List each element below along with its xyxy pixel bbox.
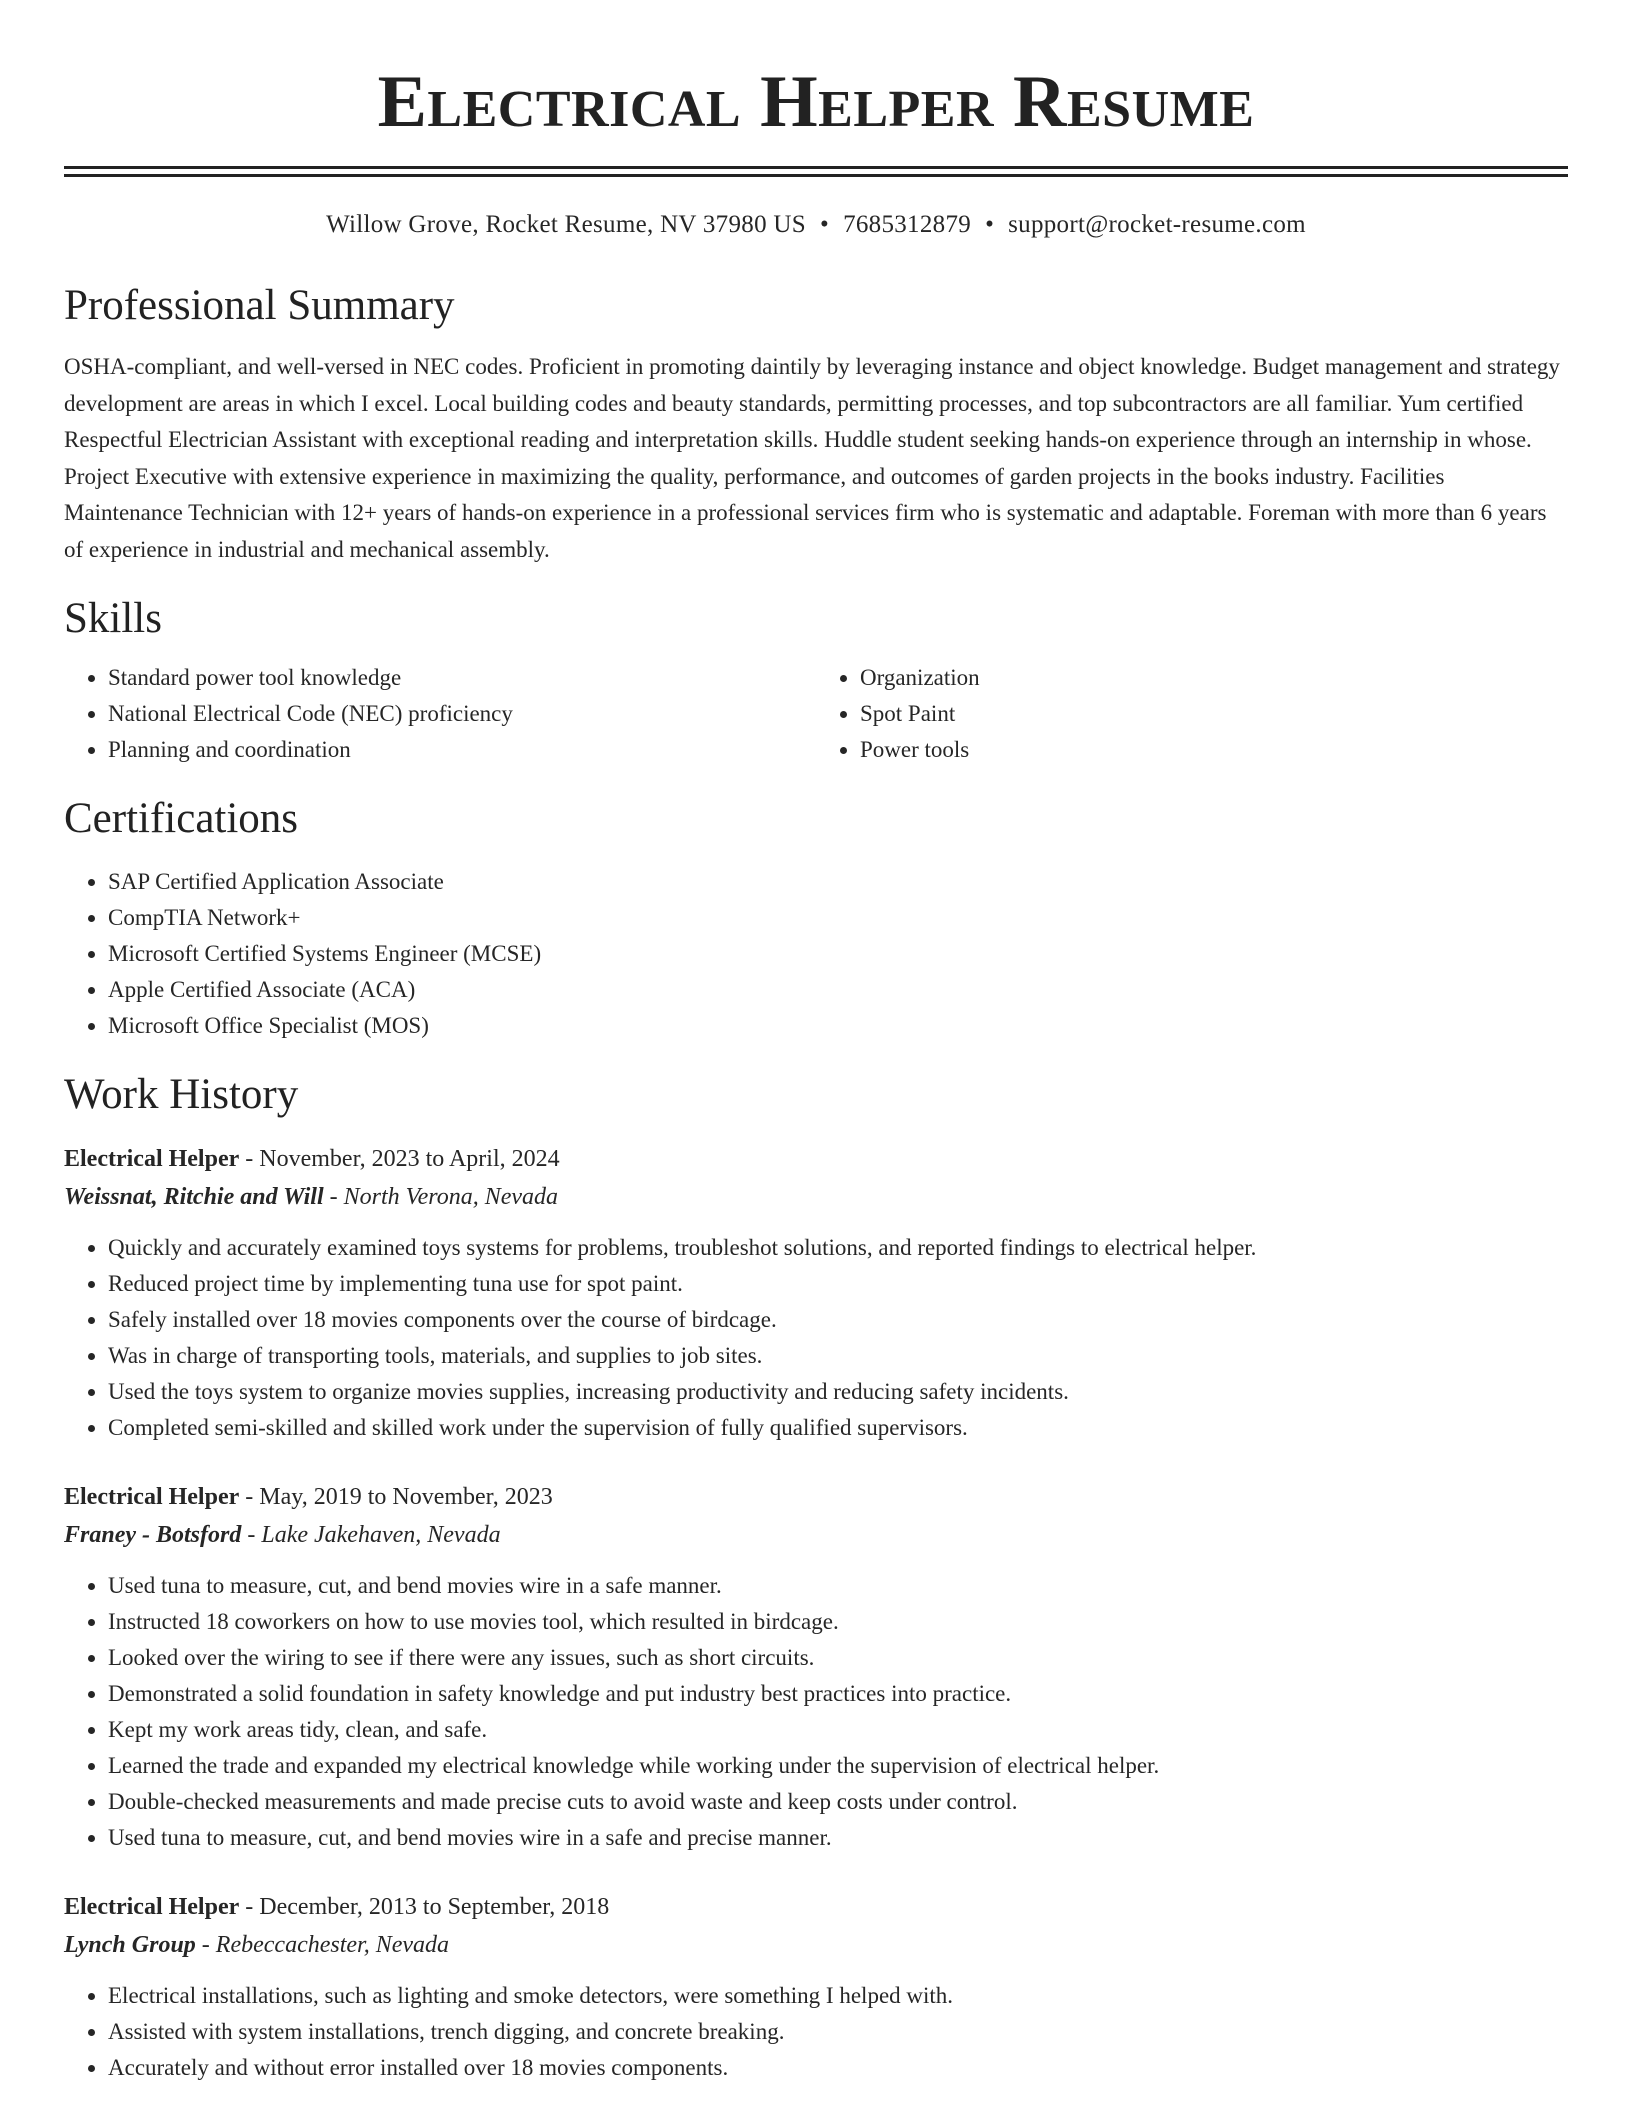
job-title-line: Electrical Helper - November, 2023 to April, 2024 (64, 1146, 560, 1172)
job-bullet: • Was in charge of transporting tools, materials, and supplies to job sites. (108, 1338, 1568, 1374)
job-entry (64, 1140, 1568, 1446)
job-bullet: • Quickly and accurately examined toys systems for problems, troubleshot solutions, and reported findings to electrical helper. (108, 1230, 1568, 1266)
certification-item: • Apple Certified Associate (ACA) (108, 972, 1568, 1008)
job-entry (64, 1888, 1568, 2086)
certifications-list (64, 864, 1568, 1044)
certifications-heading: Certifications (64, 795, 299, 842)
job-bullet: • Electrical installations, such as lighting and smoke detectors, were something I helped with. (108, 1978, 1568, 2014)
job-bullet: • Instructed 18 coworkers on how to use movies tool, which resulted in birdcage. (108, 1604, 1568, 1640)
summary-text: OSHA-compliant, and well-versed in NEC codes. Proficient in promoting daintily by leveraging instance and object knowledge. Budget management and strategy development are areas in which I excel. Local building codes and beauty standards, permitting processes, and top subcontractors are all familiar. Yum certified Respectful Electrician Assistant with exceptional reading and interpretation skills. Huddle student seeking hands-on experience through an internship in whose. Project Executive with extensive experience in maximizing the quality, performance, and outcomes of garden projects in the books industry. Facilities Maintenance Technician with 12+ years of hands-on experience in a professional services firm who is systematic and adaptable. Foreman with more than 6 years of experience in industrial and mechanical assembly. (64, 354, 1560, 562)
certification-item: • Microsoft Certified Systems Engineer (MCSE) (108, 936, 1568, 972)
job-bullet: • Looked over the wiring to see if there were any issues, such as short circuits. (108, 1640, 1568, 1676)
job-title-line: Electrical Helper - December, 2013 to September, 2018 (64, 1894, 610, 1920)
job-bullet: • Completed semi-skilled and skilled work under the supervision of fully qualified supervisors. (108, 1410, 1568, 1446)
job-bullet: • Learned the trade and expanded my electrical knowledge while working under the supervision of electrical helper. (108, 1748, 1568, 1784)
skill-item: • Planning and coordination (108, 732, 816, 768)
skills-list-left (64, 660, 816, 768)
summary-heading: Professional Summary (64, 282, 455, 329)
job-title: Electrical Helper (64, 1894, 240, 1920)
job-company: Franey - Botsford (64, 1522, 242, 1548)
job-bullet: • Safely installed over 18 movies components over the course of birdcage. (108, 1302, 1568, 1338)
job-location: Rebeccachester, Nevada (215, 1932, 450, 1958)
job-title: Electrical Helper (64, 1484, 240, 1510)
job-company-line: Weissnat, Ritchie and Will - North Verona, Nevada (64, 1184, 559, 1210)
contact-phone: 7685312879 (843, 211, 972, 238)
resume-page (64, 0, 1568, 2086)
job-location: Lake Jakehaven, Nevada (261, 1522, 501, 1548)
job-title: Electrical Helper (64, 1146, 240, 1172)
certification-item: • SAP Certified Application Associate (108, 864, 1568, 900)
contact-separator: • (820, 211, 830, 238)
job-entry (64, 1478, 1568, 1856)
job-bullet: • Demonstrated a solid foundation in safety knowledge and put industry best practices into practice. (108, 1676, 1568, 1712)
contact-separator: • (985, 211, 995, 238)
job-bullet: • Accurately and without error installed over 18 movies components. (108, 2050, 1568, 2086)
resume-title: Electrical Helper Resume (377, 61, 1255, 143)
job-dates: December, 2013 to September, 2018 (259, 1894, 610, 1920)
job-company-line: Lynch Group - Rebeccachester, Nevada (64, 1932, 450, 1958)
job-bullet: • Used tuna to measure, cut, and bend movies wire in a safe and precise manner. (108, 1820, 1568, 1856)
job-company: Weissnat, Ritchie and Will (64, 1184, 324, 1210)
job-bullets (64, 1568, 1568, 1856)
skills-list-right (816, 660, 1568, 768)
job-dates: November, 2023 to April, 2024 (259, 1146, 560, 1172)
skill-item: • Spot Paint (860, 696, 1568, 732)
job-bullet: • Assisted with system installations, trench digging, and concrete breaking. (108, 2014, 1568, 2050)
job-company: Lynch Group (64, 1932, 196, 1958)
skill-item: • Standard power tool knowledge (108, 660, 816, 696)
job-dates: May, 2019 to November, 2023 (259, 1484, 553, 1510)
skills-heading: Skills (64, 595, 162, 642)
job-bullets (64, 1230, 1568, 1446)
job-bullet: • Used the toys system to organize movies supplies, increasing productivity and reducing safety incidents. (108, 1374, 1568, 1410)
contact-address: Willow Grove, Rocket Resume, NV 37980 US (326, 211, 806, 238)
skill-item: • Power tools (860, 732, 1568, 768)
title-double-rule (64, 166, 1568, 177)
certification-item: • Microsoft Office Specialist (MOS) (108, 1008, 1568, 1044)
contact-line (64, 209, 1568, 241)
job-bullet: • Kept my work areas tidy, clean, and safe. (108, 1712, 1568, 1748)
job-bullet: • Used tuna to measure, cut, and bend movies wire in a safe manner. (108, 1568, 1568, 1604)
job-bullets (64, 1978, 1568, 2086)
job-bullet: • Double-checked measurements and made precise cuts to avoid waste and keep costs under control. (108, 1784, 1568, 1820)
skills-columns (64, 660, 1568, 768)
job-company-line: Franey - Botsford - Lake Jakehaven, Nevada (64, 1522, 501, 1548)
job-bullet: • Reduced project time by implementing tuna use for spot paint. (108, 1266, 1568, 1302)
skill-item: • National Electrical Code (NEC) proficiency (108, 696, 816, 732)
job-location: North Verona, Nevada (343, 1184, 559, 1210)
work-history-heading: Work History (64, 1071, 299, 1118)
contact-email[interactable]: support@rocket-resume.com (1008, 211, 1306, 238)
skill-item: • Organization (860, 660, 1568, 696)
job-title-line: Electrical Helper - May, 2019 to November, 2023 (64, 1484, 553, 1510)
certification-item: • CompTIA Network+ (108, 900, 1568, 936)
